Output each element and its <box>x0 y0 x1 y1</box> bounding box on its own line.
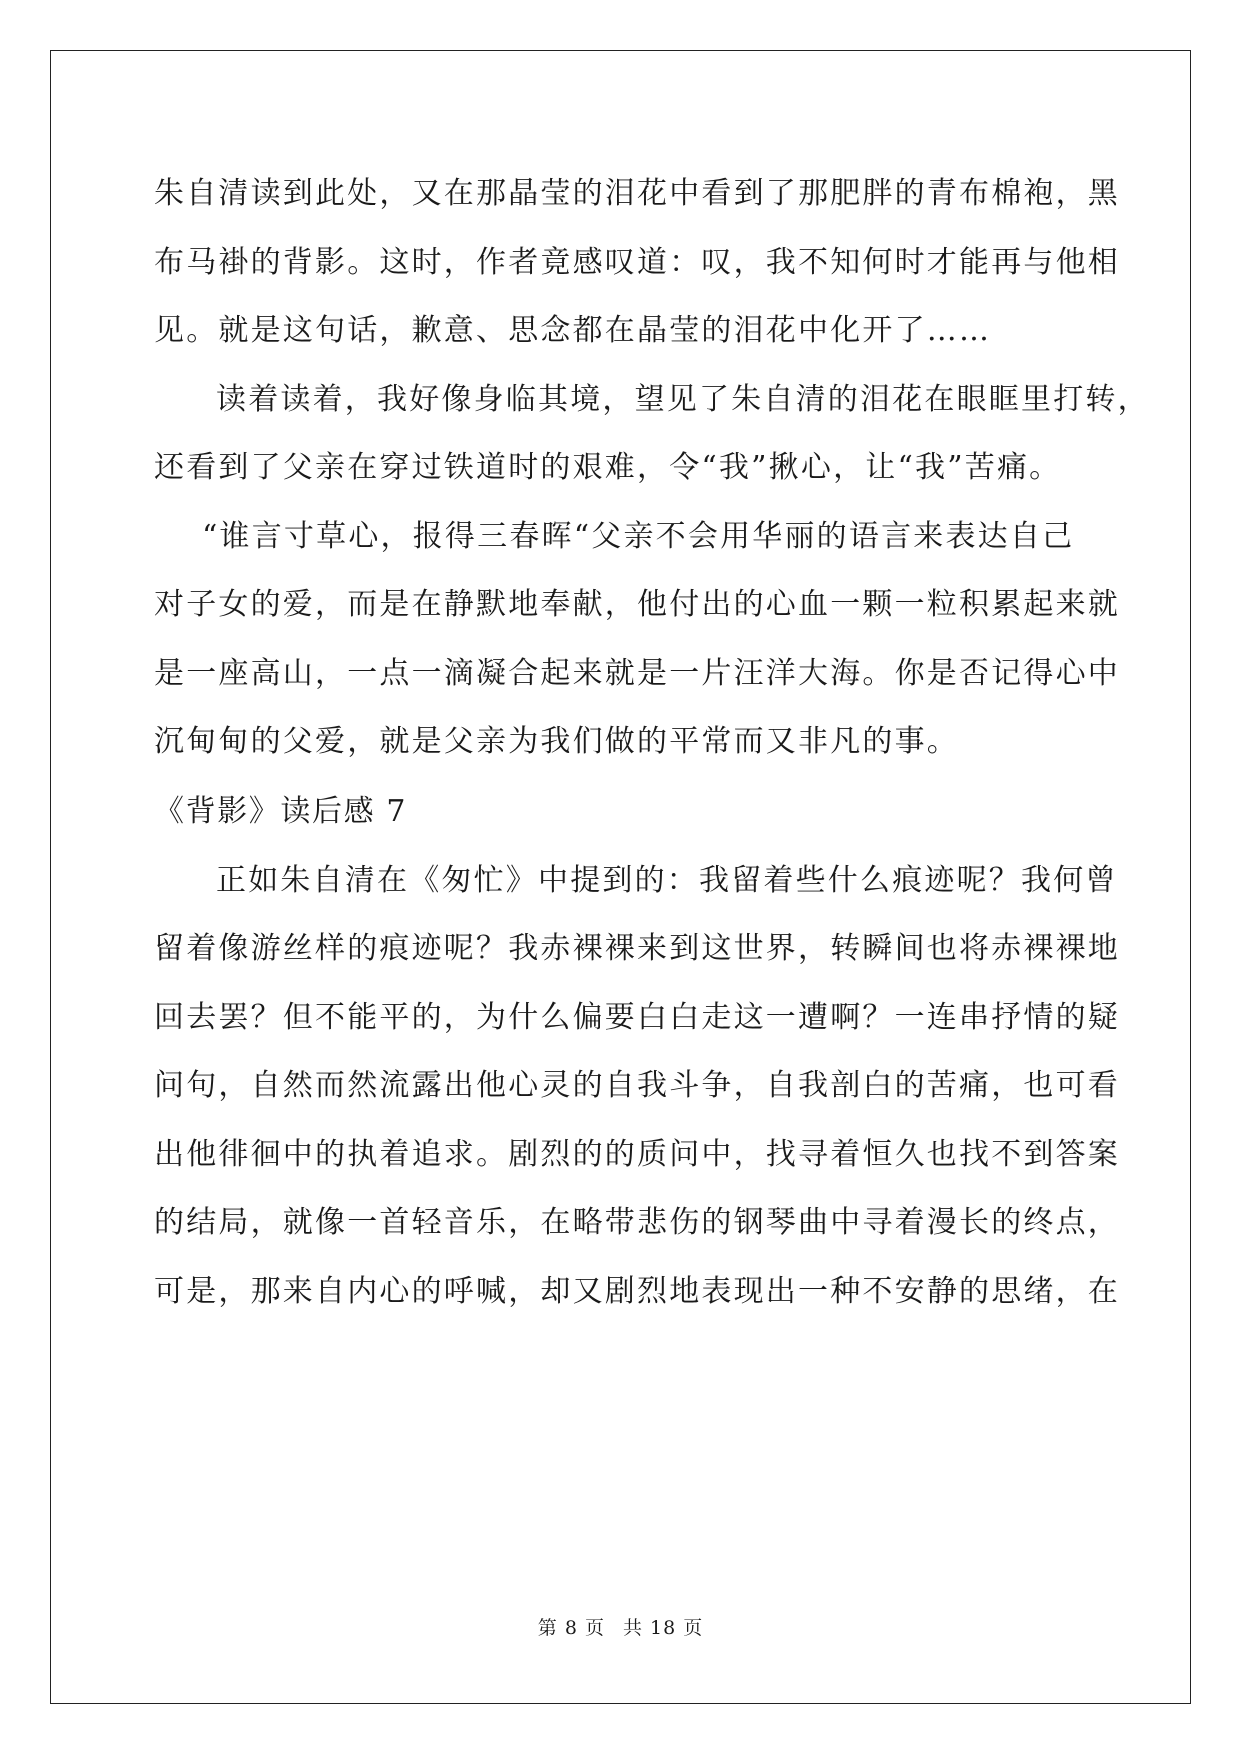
text-line: 是一座高山，一点一滴凝合起来就是一片汪洋大海。你是否记得心中 <box>154 655 1120 691</box>
page-footer <box>0 1613 1241 1640</box>
text-line: 见。就是这句话，歉意、思念都在晶莹的泪花中化开了…… <box>154 313 992 348</box>
text-line: 布马褂的背影。这时，作者竟感叹道：叹，我不知何时才能再与他相 <box>154 244 1120 280</box>
text-line: 出他徘徊中的执着追求。剧烈的的质问中，找寻着恒久也找不到答案 <box>154 1136 1120 1172</box>
text-line: 可是，那来自内心的呼喊，却又剧烈地表现出一种不安静的思绪，在 <box>154 1273 1120 1309</box>
document-body <box>154 160 1150 1326</box>
page-number: 第 8 页 <box>537 1617 605 1639</box>
section-heading: 《背影》读后感 7 <box>154 793 408 829</box>
text-line: 的结局，就像一首轻音乐，在略带悲伤的钢琴曲中寻着漫长的终点， <box>154 1205 1120 1240</box>
paragraph-start-line: 正如朱自清在《匆忙》中提到的：我留着些什么痕迹呢？我何曾 <box>216 862 1118 898</box>
paragraph-start-line: “谁言寸草心，报得三春晖“父亲不会用华丽的语言来表达自己 <box>202 518 1075 554</box>
text-line: 对子女的爱，而是在静默地奉献，他付出的心血一颗一粒积累起来就 <box>154 587 1120 622</box>
text-line: 沉甸甸的父爱，就是父亲为我们做的平常而又非凡的事。 <box>154 724 959 759</box>
text-line: 留着像游丝样的痕迹呢？我赤裸裸来到这世界，转瞬间也将赤裸裸地 <box>154 931 1120 966</box>
text-line: 朱自清读到此处，又在那晶莹的泪花中看到了那肥胖的青布棉袍，黑 <box>154 176 1120 211</box>
text-line: 回去罢？但不能平的，为什么偏要白白走这一遭啊？一连串抒情的疑 <box>154 999 1120 1035</box>
text-line: 问句，自然而然流露出他心灵的自我斗争，自我剖白的苦痛，也可看 <box>154 1068 1120 1103</box>
total-pages: 共 18 页 <box>622 1617 704 1639</box>
text-line: 还看到了父亲在穿过铁道时的艰难，令“我”揪心，让“我”苦痛。 <box>154 450 1062 485</box>
paragraph-start-line: 读着读着，我好像身临其境，望见了朱自清的泪花在眼眶里打转， <box>216 381 1150 417</box>
